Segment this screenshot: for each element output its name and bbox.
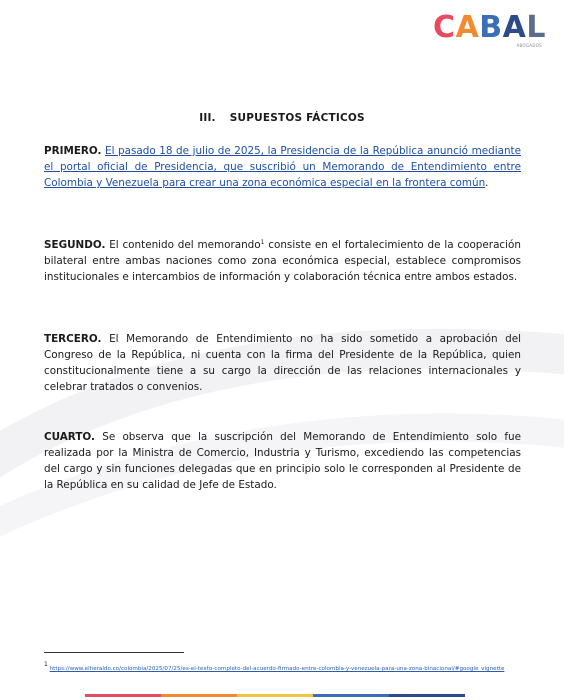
footer-color-segment — [85, 694, 161, 697]
logo-letter: L — [526, 10, 546, 45]
logo-wordmark — [433, 10, 546, 46]
paragraph-text: El contenido del memorando — [109, 239, 261, 251]
footnote-link[interactable]: https://www.elheraldo.co/colombia/2025/07/25/es-el-texto-completo-del-acuerdo-firmado-entre-colombia-y-venezuela-para-una-zona-binacional/#google_vignette — [49, 666, 505, 672]
logo-letter: A — [502, 10, 527, 45]
paragraph-lead: CUARTO. — [44, 431, 95, 443]
paragraph-tail: . — [485, 177, 489, 189]
section-title: SUPUESTOS FÁCTICOS — [229, 112, 365, 124]
footnote-divider — [44, 652, 184, 653]
footer-color-segment — [161, 694, 237, 697]
presidencia-link[interactable]: El pasado 18 de julio de 2025, la Presidencia de la República anunció mediante el portal oficial de Presidencia, que suscribió un Memorando de Entendimiento entre Colombia y Venezuela para crear una zona económica especial en la frontera común — [44, 145, 522, 189]
paragraph-text: consiste en el fortalecimiento de la cooperación bilateral entre ambas naciones como zona económica especial, establece compromisos institucionales e intercambios de información y colaboración técnica entre ambos estados. — [44, 239, 521, 283]
paragraph-tercero — [44, 331, 521, 395]
footer-color-segment — [389, 694, 465, 697]
cabal-logo — [426, 10, 546, 50]
logo-letter: A — [455, 10, 480, 45]
paragraph-lead: PRIMERO. — [44, 145, 102, 157]
logo-letter: C — [433, 10, 456, 45]
paragraph-lead: SEGUNDO. — [44, 239, 106, 251]
footnote — [44, 661, 521, 674]
paragraph-text: Se observa que la suscripción del Memorando de Entendimiento solo fue realizada por la Ministra de Comercio, Industria y Turismo, excediendo las competencias del cargo y sin funciones delegadas que en principio solo le corresponden al Presidente de la República en su calidad de Jefe de Estado. — [44, 431, 521, 491]
footer-color-segment — [237, 694, 313, 697]
footnote-marker: 1 — [44, 661, 48, 668]
logo-letter: B — [479, 10, 503, 45]
footer-color-segment — [313, 694, 389, 697]
paragraph-segundo — [44, 237, 521, 285]
logo-subtitle: ABOGADOS — [516, 43, 542, 48]
paragraph-text: El Memorando de Entendimiento no ha sido sometido a aprobación del Congreso de la República, ni cuenta con la firma del Presidente de la República, quien constitucionalmente tiene a su cargo la dirección de las relaciones internacionales y celebrar tratados o convenios. — [44, 333, 521, 393]
footnote-reference[interactable]: 1 — [260, 239, 265, 246]
footer-color-bar — [85, 694, 465, 697]
paragraph-lead: TERCERO. — [44, 333, 102, 345]
paragraph-primero — [44, 143, 521, 191]
paragraph-cuarto — [44, 429, 521, 493]
section-number: III. — [199, 112, 216, 124]
section-heading — [0, 112, 564, 124]
